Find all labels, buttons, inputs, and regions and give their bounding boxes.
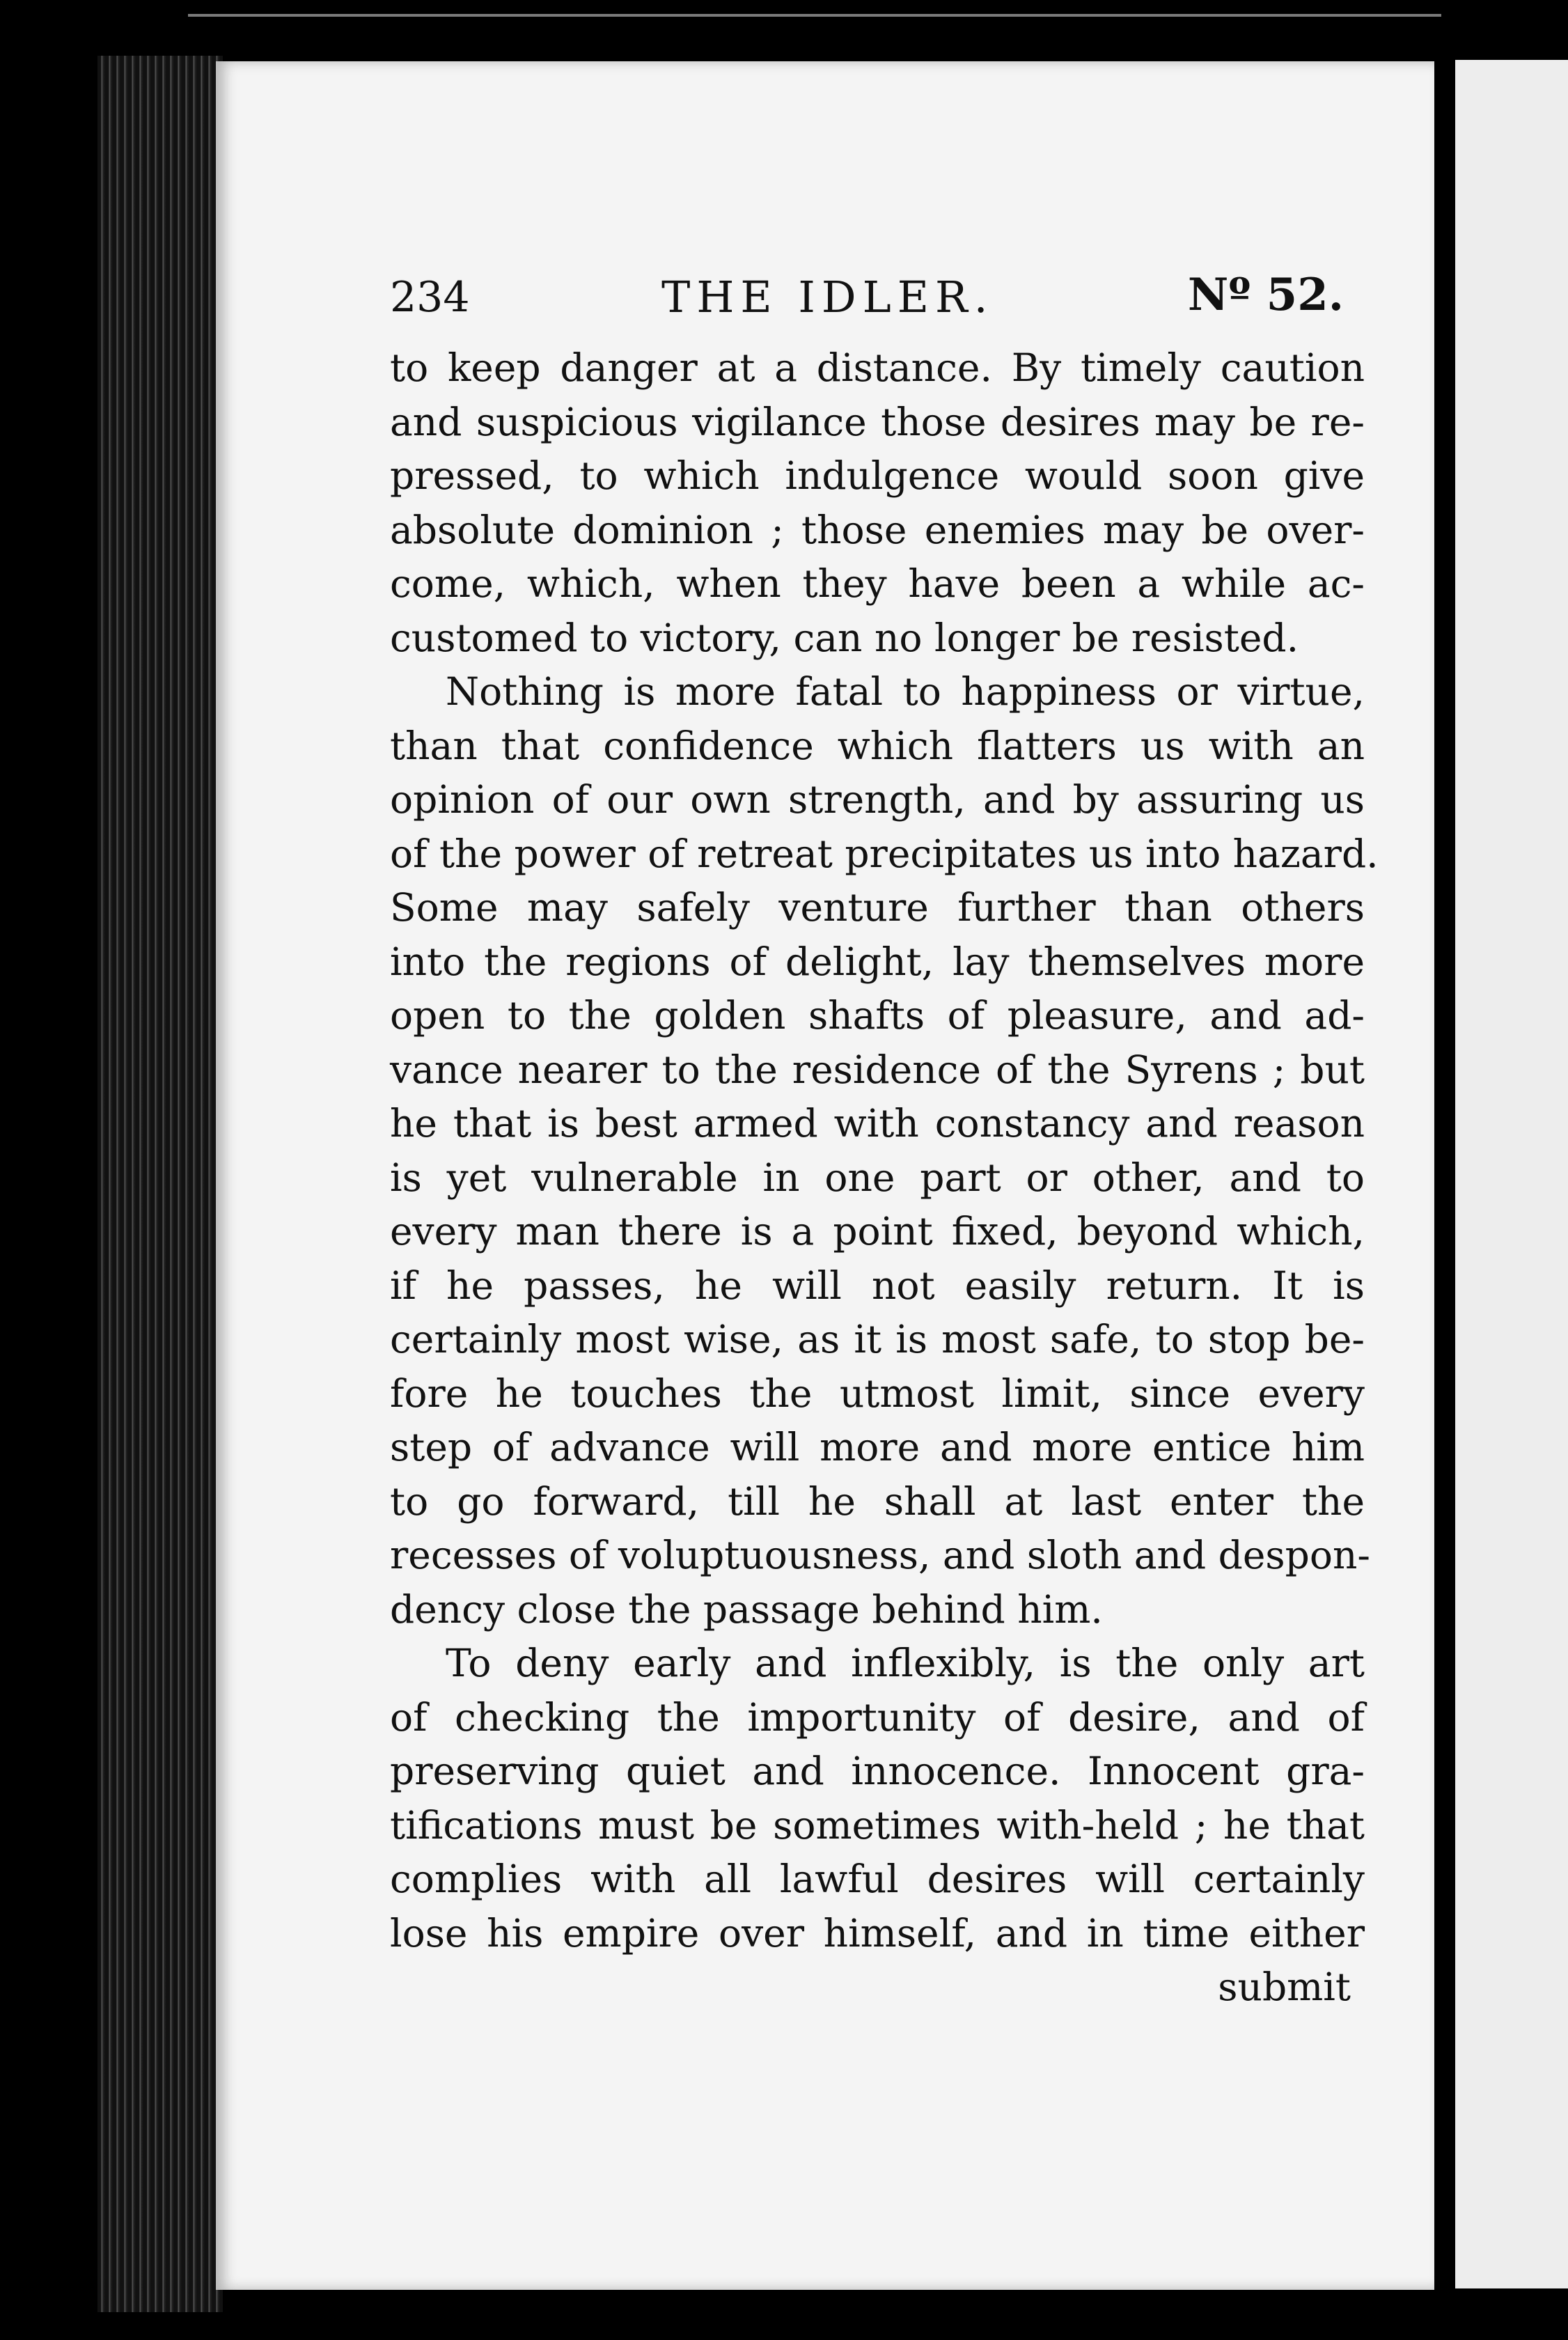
book-gutter — [1434, 56, 1455, 2305]
text-line: into the regions of delight, lay themselves more — [390, 939, 1365, 984]
body-text — [390, 341, 1379, 2015]
text-line: step of advance will more and more entice him — [390, 1425, 1365, 1469]
text-line: opinion of our own strength, and by assuring us — [390, 777, 1365, 822]
text-line: pressed, to which indulgence would soon give — [390, 453, 1365, 498]
text-line: than that confidence which flatters us with an — [390, 723, 1365, 768]
text-line: and suspicious vigilance those desires may be re- — [390, 399, 1365, 444]
top-border-line — [188, 14, 1441, 17]
text-line: of checking the importunity of desire, and of — [390, 1694, 1365, 1740]
text-line: dency close the passage behind him. — [390, 1586, 1103, 1632]
text-line: certainly most wise, as it is most safe, to stop be- — [390, 1317, 1365, 1362]
text-line: come, which, when they have been a while ac- — [390, 561, 1365, 606]
text-line: if he passes, he will not easily return. It is — [390, 1263, 1365, 1308]
text-line: of the power of retreat precipitates us into hazard. — [390, 831, 1379, 876]
text-line: preserving quiet and innocence. Innocent gra- — [390, 1749, 1365, 1793]
page-number: 234 — [390, 273, 470, 322]
text-line: Some may safely venture further than others — [390, 885, 1365, 930]
catchword: submit — [1218, 1965, 1351, 2009]
text-line: recesses of voluptuousness, and sloth and despon- — [390, 1533, 1370, 1577]
book-page-edges — [97, 56, 223, 2312]
text-line: lose his empire over himself, and in time either — [390, 1910, 1365, 1956]
text-line: fore he touches the utmost limit, since every — [390, 1371, 1365, 1416]
facing-page-edge — [1455, 60, 1568, 2288]
text-line: is yet vulnerable in one part or other, and to — [390, 1155, 1365, 1200]
running-head — [390, 265, 1365, 327]
issue-number: Nº 52. — [1187, 269, 1344, 321]
text-line: every man there is a point fixed, beyond which, — [390, 1209, 1365, 1254]
running-title: THE IDLER. — [661, 272, 994, 322]
text-line: customed to victory, can no longer be resisted. — [390, 615, 1299, 660]
paragraph-start-line: Nothing is more fatal to happiness or virtue, — [446, 669, 1365, 714]
paragraph-start-line: To deny early and inflexibly, is the only art — [446, 1641, 1365, 1685]
text-line: absolute dominion ; those enemies may be over- — [390, 507, 1365, 552]
text-line: tifications must be sometimes with-held ; he that — [390, 1802, 1365, 1848]
text-line: he that is best armed with constancy and reason — [390, 1101, 1365, 1146]
text-line: vance nearer to the residence of the Syrens ; but — [390, 1047, 1365, 1092]
text-line: complies with all lawful desires will certainly — [390, 1857, 1365, 1901]
text-line: open to the golden shafts of pleasure, and ad- — [390, 993, 1365, 1038]
text-line: to keep danger at a distance. By timely caution — [390, 345, 1365, 390]
text-line: to go forward, till he shall at last enter the — [390, 1479, 1365, 1524]
